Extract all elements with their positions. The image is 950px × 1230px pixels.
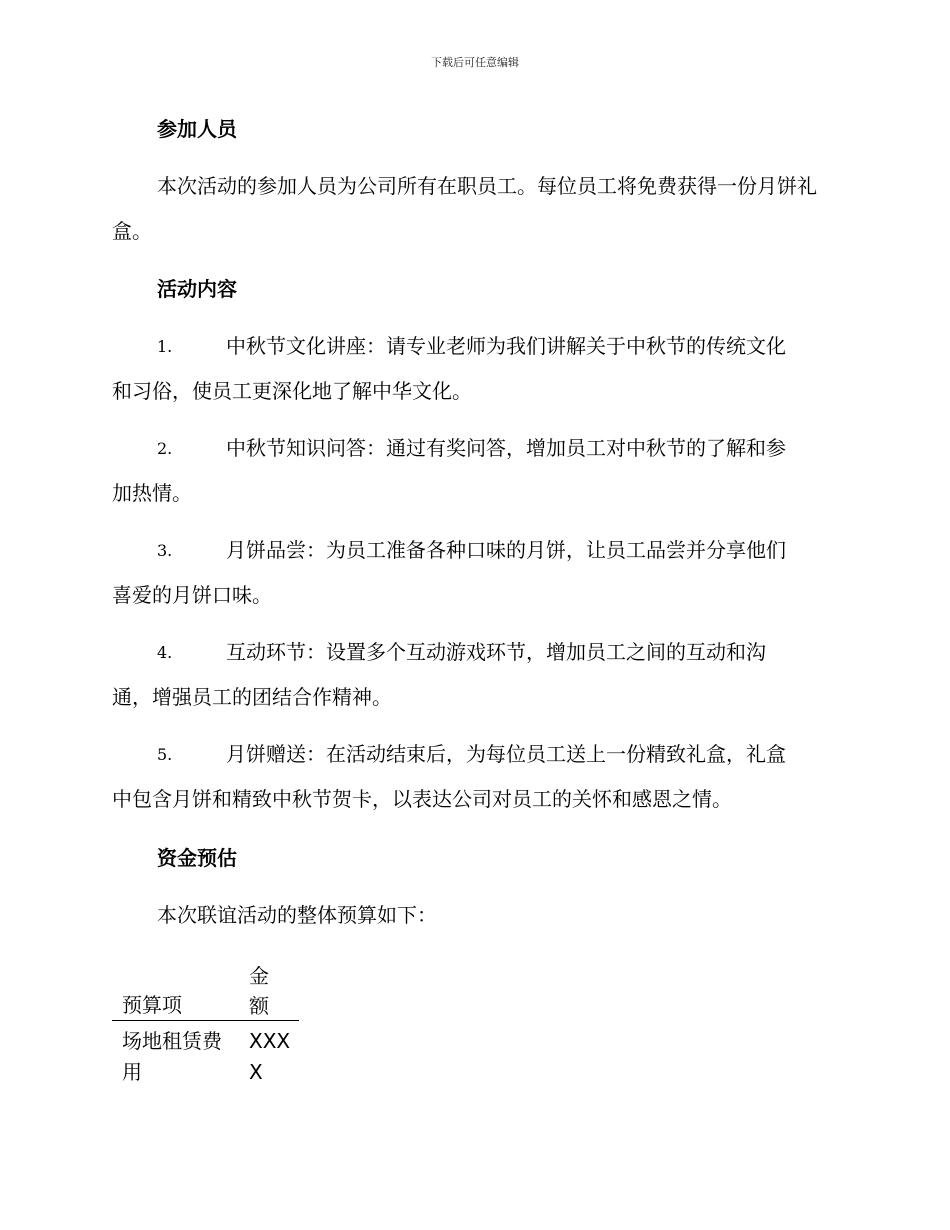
table-cell-amount: XXXX <box>249 1029 291 1084</box>
list-item <box>112 324 838 414</box>
list-item-number: 4. <box>157 643 173 662</box>
column-header-item: 预算项 <box>122 993 182 1017</box>
list-item-number: 1. <box>157 337 173 356</box>
column-header-amount: 金额 <box>249 964 269 1018</box>
list-item-number: 5. <box>157 745 173 764</box>
page-header: 下载后可任意编辑 <box>431 56 519 69</box>
list-item-text-line2: 和习俗，使员工更深化地了解中华文化。 <box>112 379 472 403</box>
list-item-text-line1: 月饼品尝：为员工准备各种口味的月饼，让员工品尝并分享他们 <box>226 538 786 562</box>
list-item-number: 2. <box>157 439 173 458</box>
list-item-text-line1: 中秋节知识问答：通过有奖问答，增加员工对中秋节的了解和参 <box>226 436 786 460</box>
list-item-text-line2: 通，增强员工的团结合作精神。 <box>112 685 392 709</box>
list-item-text-line1: 月饼赠送：在活动结束后，为每位员工送上一份精致礼盒，礼盒 <box>226 742 786 766</box>
list-item <box>112 528 838 618</box>
table-row <box>112 1021 299 1091</box>
budget-table-header <box>112 958 299 1021</box>
list-item <box>112 732 838 822</box>
section-heading-budget: 资金预估 <box>157 846 237 870</box>
list-item-text-line2: 喜爱的月饼口味。 <box>112 583 272 607</box>
list-item-text-line2: 中包含月饼和精致中秋节贺卡，以表达公司对员工的关怀和感恩之情。 <box>112 787 732 811</box>
section-heading-participants: 参加人员 <box>157 117 237 141</box>
list-item-text-line1: 中秋节文化讲座：请专业老师为我们讲解关于中秋节的传统文化 <box>226 334 786 358</box>
participants-paragraph: 本次活动的参加人员为公司所有在职员工。每位员工将免费获得一份月饼礼盒。 <box>112 174 817 243</box>
list-item <box>112 426 838 516</box>
section-heading-content: 活动内容 <box>157 277 237 301</box>
list-item-text-line2: 加热情。 <box>112 481 192 505</box>
table-cell-item: 场地租赁费用 <box>122 1029 222 1084</box>
list-item-number: 3. <box>157 541 173 560</box>
list-item <box>112 630 838 720</box>
budget-intro: 本次联谊活动的整体预算如下： <box>157 903 437 927</box>
list-item-text-line1: 互动环节：设置多个互动游戏环节，增加员工之间的互动和沟 <box>226 640 766 664</box>
budget-table <box>112 958 299 1091</box>
